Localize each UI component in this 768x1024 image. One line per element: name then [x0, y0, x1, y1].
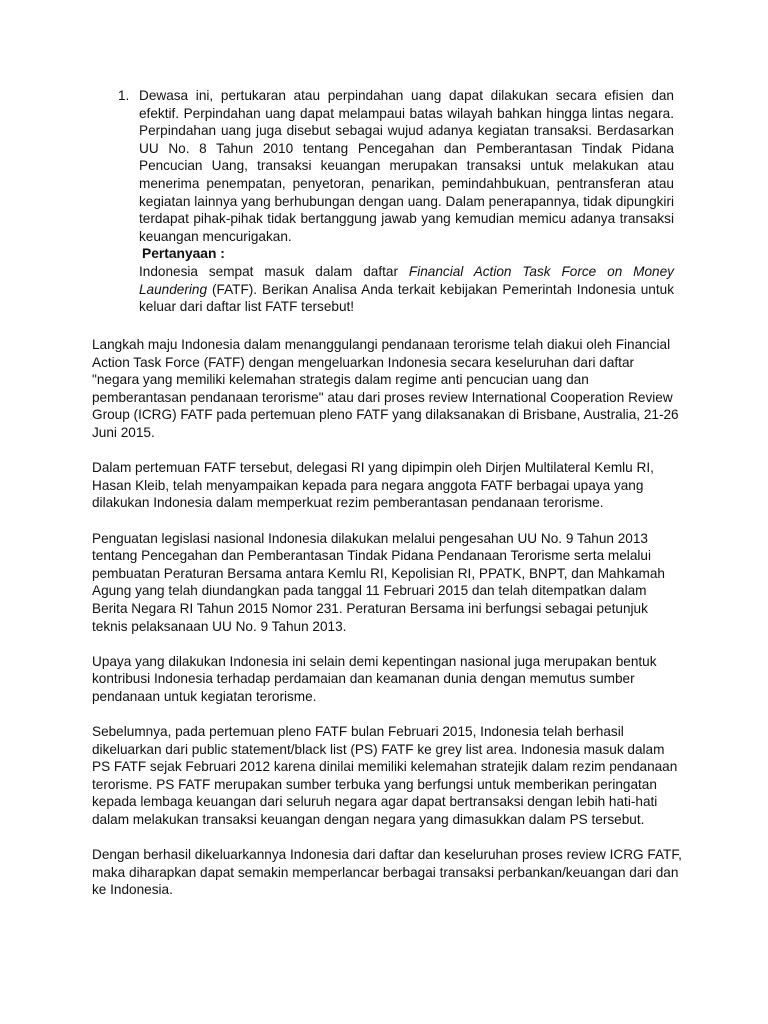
question-prompt — [139, 263, 674, 316]
answer-paragraph: Upaya yang dilakukan Indonesia ini selain demi kepentingan nasional juga merupakan bentuk kontribusi Indonesia terhadap perdamaian dan keamanan dunia dengan memutus sumber pendanaan untuk kegiatan terorisme. — [92, 653, 657, 704]
prompt-text-start: Indonesia sempat masuk dalam daftar — [139, 263, 409, 279]
question-number: 1. — [118, 88, 130, 103]
question-item — [118, 87, 674, 316]
answer-paragraph: Penguatan legislasi nasional Indonesia dilakukan melalui pengesahan UU No. 9 Tahun 2013 tentang Pencegahan dan Pemberantasan Tindak Pidana Pendanaan Terorisme serta melalui pembuatan Peraturan Bersama antara Kemlu RI, Kepolisian RI, PPATK, BNPT, dan Mahkamah Agung yang telah diundangkan pada tanggal 11 Februari 2015 dan telah ditempatkan dalam Berita Negara RI Tahun 2015 Nomor 231. Peraturan Bersama ini berfungsi sebagai petunjuk teknis pelaksanaan UU No. 9 Tahun 2013. — [92, 530, 665, 634]
question-heading: Pertanyaan : — [142, 246, 225, 262]
question-text: Dewasa ini, pertukaran atau perpindahan uang dapat dilakukan secara efisien dan efektif. Perpindahan uang dapat melampaui batas wilayah bahkan hingga lintas negara. Perpindahan uang juga disebut sebagai wujud adanya kegiatan transaksi. Berdasarkan UU No. 8 Tahun 2010 tentang Pencegahan dan Pemberantasan Tindak Pidana Pencucian Uang, transaksi keuangan merupakan transaksi untuk melakukan atau menerima penempatan, penyetoran, penarikan, pemindahbukuan, pentransferan atau kegiatan lainnya yang berhubungan dengan uang. Dalam penerapannya, tidak dipungkiri terdapat pihak-pihak tidak bertanggung jawab yang kemudian memicu adanya transaksi keuangan mencurigakan. — [139, 88, 674, 244]
answer-section — [92, 336, 682, 917]
answer-paragraph: Sebelumnya, pada pertemuan pleno FATF bulan Februari 2015, Indonesia telah berhasil dikeluarkan dari public statement/black list (PS) FATF ke grey list area. Indonesia masuk dalam PS FATF sejak Februari 2012 karena dinilai memiliki kelemahan stratejik dalam rezim pendanaan terorisme. PS FATF merupakan sumber terbuka yang berfungsi untuk memberikan peringatan kepada lembaga keuangan dari seluruh negara agar dapat bertransaksi dengan lebih hati-hati dalam melakukan transaksi keuangan dengan negara yang dimasukkan dalam PS tersebut. — [92, 724, 678, 828]
question-body — [139, 87, 674, 316]
answer-paragraph: Dalam pertemuan FATF tersebut, delegasi RI yang dipimpin oleh Dirjen Multilateral Kemlu RI, Hasan Kleib, telah menyampaikan kepada para negara anggota FATF berbagai upaya yang dilakukan Indonesia dalam memperkuat rezim pemberantasan pendanaan terorisme. — [92, 460, 654, 511]
prompt-text-end: (FATF). Berikan Analisa Anda terkait kebijakan Pemerintah Indonesia untuk keluar dari daftar list FATF tersebut! — [139, 281, 674, 315]
answer-paragraph: Dengan berhasil dikeluarkannya Indonesia dari daftar dan keseluruhan proses review ICRG FATF, maka diharapkan dapat semakin memperlancar berbagai transaksi perbankan/keuangan dari dan ke Indonesia. — [92, 847, 682, 898]
answer-paragraph: Langkah maju Indonesia dalam menanggulangi pendanaan terorisme telah diakui oleh Financial Action Task Force (FATF) dengan mengeluarkan Indonesia secara keseluruhan dari daftar "negara yang memiliki kelemahan strategis dalam regime anti pencucian uang dan pemberantasan pendanaan terorisme" atau dari proses review International Cooperation Review Group (ICRG) FATF pada pertemuan pleno FATF yang dilaksanakan di Brisbane, Australia, 21-26 Juni 2015. — [92, 337, 679, 440]
prompt-italic-term: Financial Action Task Force on Money Laundering — [139, 263, 674, 297]
